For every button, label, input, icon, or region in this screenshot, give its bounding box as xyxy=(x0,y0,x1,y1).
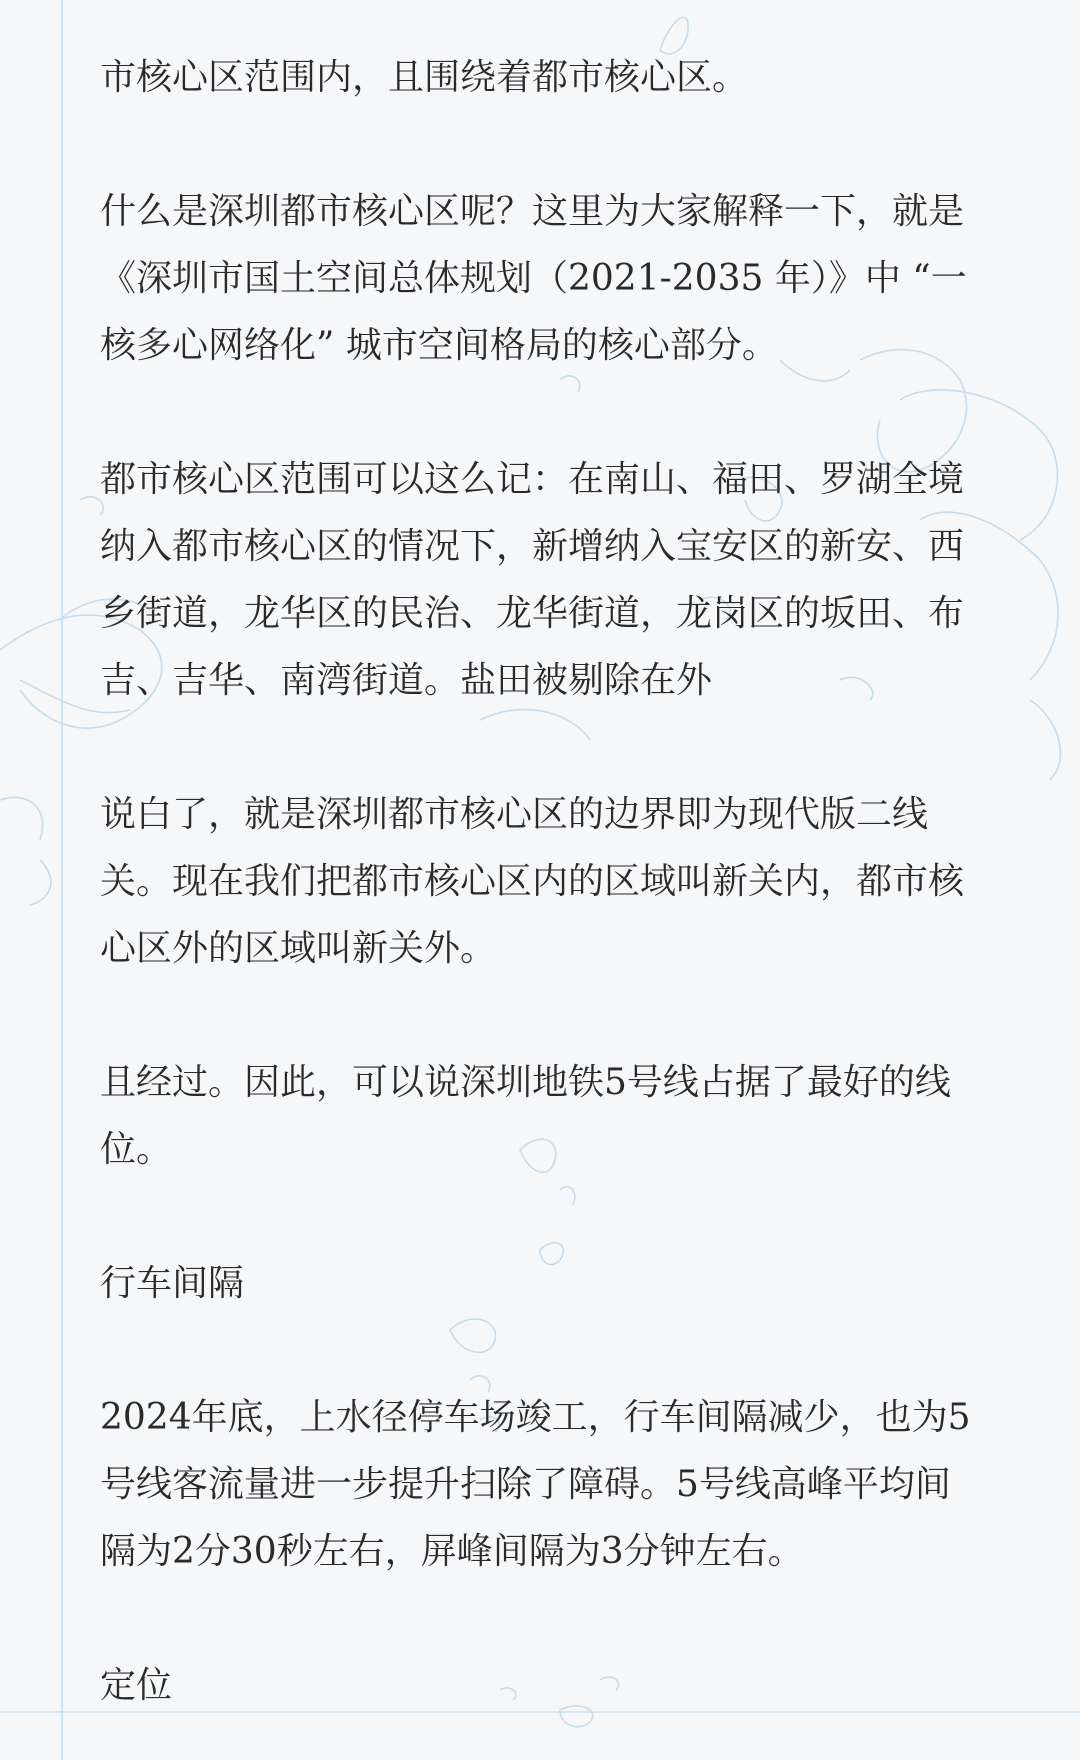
text-line: 核多心网络化” 城市空间格局的核心部分。 xyxy=(100,325,778,366)
paragraph-gap xyxy=(100,1585,1020,1652)
article-body xyxy=(100,44,1020,1719)
paragraph xyxy=(100,781,1020,982)
text-line: 说白了，就是深圳都市核心区的边界即为现代版二线 xyxy=(100,794,929,835)
text-line: 什么是深圳都市核心区呢？这里为大家解释一下，就是 xyxy=(100,191,965,232)
text-line: 纳入都市核心区的情况下，新增纳入宝安区的新安、西 xyxy=(100,526,965,567)
paragraph xyxy=(100,44,1020,111)
text-line: 吉、吉华、南湾街道。盐田被剔除在外 xyxy=(100,660,713,701)
text-line: 关。现在我们把都市核心区内的区域叫新关内，都市核 xyxy=(100,861,965,902)
paragraph-gap xyxy=(100,714,1020,781)
paragraph xyxy=(100,178,1020,379)
paragraph xyxy=(100,1049,1020,1183)
paragraph-gap xyxy=(100,379,1020,446)
text-line: 位。 xyxy=(100,1129,173,1170)
section-heading xyxy=(100,1250,1020,1317)
text-line: 市核心区范围内，且围绕着都市核心区。 xyxy=(100,57,749,98)
text-line: 乡街道，龙华区的民治、龙华街道，龙岗区的坂田、布 xyxy=(100,593,965,634)
paragraph-gap xyxy=(100,111,1020,178)
text-line: 号线客流量进一步提升扫除了障碍。5号线高峰平均间 xyxy=(100,1464,951,1505)
text-line: 2024年底，上水径停车场竣工，行车间隔减少，也为5 xyxy=(100,1397,971,1438)
text-line: 行车间隔 xyxy=(100,1263,245,1304)
text-line: 心区外的区域叫新关外。 xyxy=(100,928,497,969)
paragraph xyxy=(100,1384,1020,1585)
text-line: 《深圳市国土空间总体规划（2021-2035 年）》中 “一 xyxy=(100,258,967,299)
text-line: 都市核心区范围可以这么记：在南山、福田、罗湖全境 xyxy=(100,459,965,500)
paragraph-gap xyxy=(100,1183,1020,1250)
text-line: 隔为2分30秒左右，屏峰间隔为3分钟左右。 xyxy=(100,1531,804,1572)
paragraph-gap xyxy=(100,982,1020,1049)
text-line: 定位 xyxy=(100,1665,173,1706)
paragraph xyxy=(100,446,1020,714)
text-line: 且经过。因此，可以说深圳地铁5号线占据了最好的线 xyxy=(100,1062,951,1103)
paragraph-gap xyxy=(100,1317,1020,1384)
section-heading xyxy=(100,1652,1020,1719)
